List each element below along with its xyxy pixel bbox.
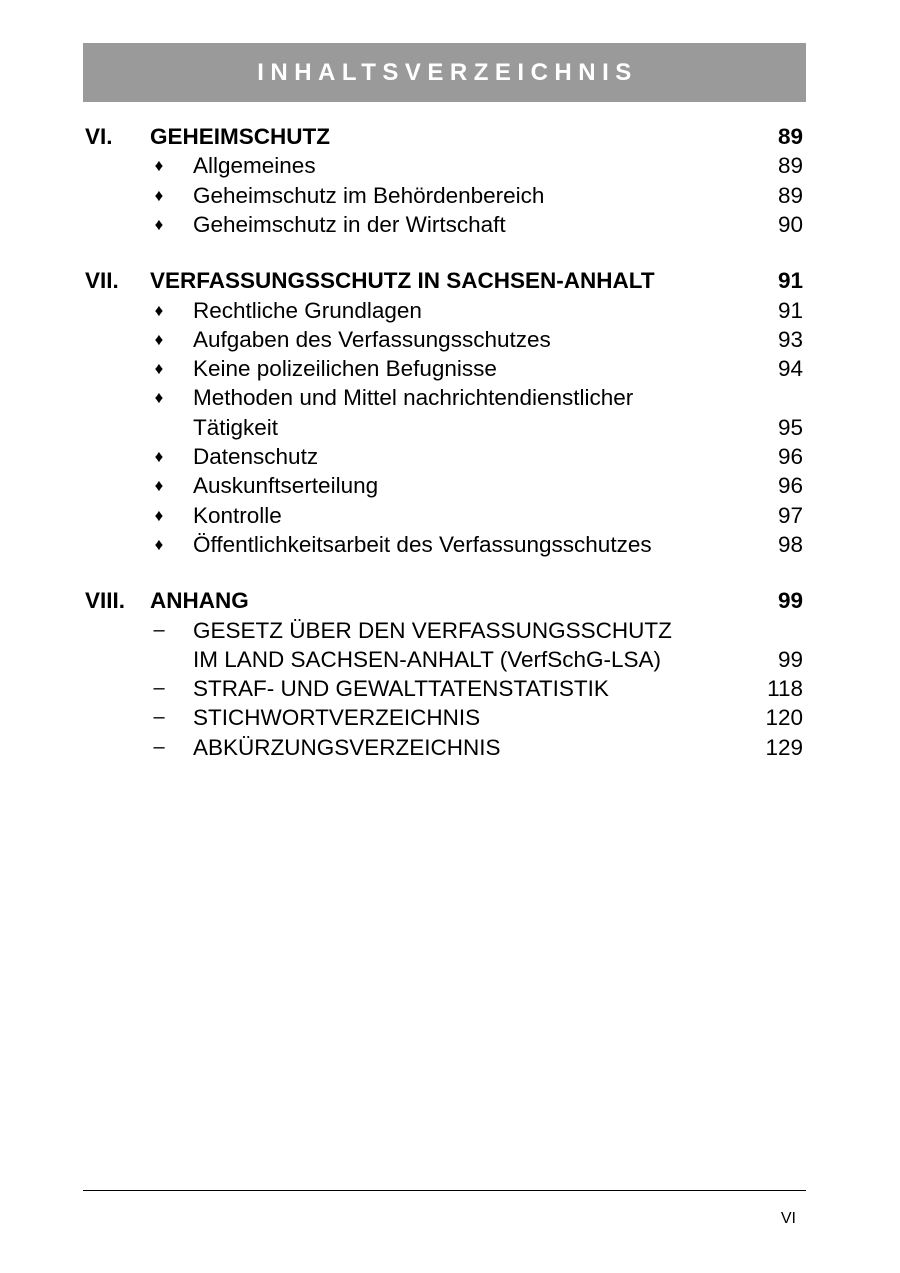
toc-entry-page: 99 — [777, 646, 803, 672]
section-number: VII. — [85, 268, 119, 294]
diamond-bullet-icon: ♦ — [154, 329, 164, 349]
toc-header-bar — [83, 43, 806, 102]
toc-entry — [0, 530, 900, 559]
toc-entry-page: 91 — [777, 297, 803, 323]
toc-entry-page: 97 — [777, 502, 803, 528]
toc-entry-text: ABKÜRZUNGSVERZEICHNIS — [193, 734, 501, 760]
diamond-bullet-icon: ♦ — [154, 534, 164, 554]
diamond-bullet-icon: ♦ — [154, 156, 164, 176]
toc-entry-page: 90 — [777, 211, 803, 237]
toc-entry-text: Öffentlichkeitsarbeit des Verfassungsschutzes — [193, 531, 652, 557]
toc-entry — [0, 413, 900, 442]
toc-entry-page: 120 — [765, 705, 803, 731]
dash-marker-icon: – — [153, 735, 165, 758]
toc-entry — [0, 703, 900, 732]
diamond-bullet-icon: ♦ — [154, 388, 164, 408]
toc-entry-text: STRAF- UND GEWALTTATENSTATISTIK — [193, 676, 609, 702]
section-number: VI. — [85, 124, 113, 149]
diamond-bullet-icon: ♦ — [154, 185, 164, 205]
toc-entry-page: 96 — [777, 473, 803, 499]
toc-entry-page: 118 — [767, 676, 803, 702]
toc-entry-page: 89 — [777, 153, 803, 179]
toc-section-heading — [0, 266, 900, 295]
toc-entry-text: Methoden und Mittel nachrichtendienstlicher — [193, 385, 634, 411]
section-title: VERFASSUNGSSCHUTZ IN SACHSEN-ANHALT — [150, 268, 655, 294]
toc-entry-text: IM LAND SACHSEN-ANHALT (VerfSchG-LSA) — [193, 646, 662, 672]
footer-divider — [83, 1190, 806, 1191]
toc-entry — [0, 354, 900, 383]
dash-marker-icon: – — [153, 677, 165, 700]
toc-entry-text: Geheimschutz im Behördenbereich — [193, 182, 545, 208]
toc-entry-page: 89 — [777, 182, 803, 208]
toc-entry — [0, 733, 900, 762]
toc-entry-text: Datenschutz — [193, 444, 319, 469]
toc-entry-page: 129 — [765, 734, 803, 760]
toc-entry — [0, 151, 900, 180]
toc-entry — [0, 674, 900, 703]
section-page: 99 — [777, 588, 803, 614]
toc-entry — [0, 296, 900, 325]
diamond-bullet-icon: ♦ — [154, 505, 164, 525]
toc-entry-text: STICHWORTVERZEICHNIS — [193, 705, 481, 731]
toc-entry — [0, 645, 900, 674]
toc-entry-text: GESETZ ÜBER DEN VERFASSUNGSSCHUTZ — [193, 617, 672, 643]
toc-entry-text: Keine polizeilichen Befugnisse — [193, 356, 497, 382]
section-title: GEHEIMSCHUTZ — [150, 124, 330, 149]
toc-entry — [0, 471, 900, 500]
toc-entry-text: Kontrolle — [193, 502, 282, 528]
diamond-bullet-icon: ♦ — [154, 214, 164, 234]
toc-title: INHALTSVERZEICHNIS — [257, 58, 638, 86]
diamond-bullet-icon: ♦ — [154, 476, 164, 496]
toc-entry-text: Tätigkeit — [193, 414, 279, 440]
section-page: 91 — [777, 268, 803, 294]
dash-marker-icon: – — [153, 706, 165, 729]
toc-entry-text: Allgemeines — [193, 153, 316, 179]
toc-entry-text: Auskunftserteilung — [193, 473, 379, 499]
section-number: VIII. — [85, 588, 126, 614]
toc-entry — [0, 383, 900, 412]
toc-entry-page: 95 — [777, 414, 803, 440]
section-page: 89 — [777, 124, 803, 149]
toc-entry-page: 98 — [777, 531, 803, 557]
dash-marker-icon: – — [153, 618, 165, 641]
section-title: ANHANG — [150, 588, 249, 614]
toc-entry-page: 96 — [777, 444, 803, 469]
toc-section-heading — [0, 122, 900, 151]
toc-entry — [0, 181, 900, 210]
page-number: VI — [780, 1210, 796, 1227]
toc-entry — [0, 210, 900, 239]
toc-entry — [0, 442, 900, 471]
toc-entry-page: 94 — [777, 356, 803, 382]
toc-entry-text: Aufgaben des Verfassungsschutzes — [193, 326, 551, 352]
toc-entry — [0, 501, 900, 530]
toc-entry-text: Rechtliche Grundlagen — [193, 297, 422, 323]
diamond-bullet-icon: ♦ — [154, 447, 164, 466]
toc-section-heading — [0, 586, 900, 615]
toc-entry-text: Geheimschutz in der Wirtschaft — [193, 211, 506, 237]
toc-entry-page: 93 — [777, 326, 803, 352]
diamond-bullet-icon: ♦ — [154, 359, 164, 379]
toc-entry — [0, 325, 900, 354]
diamond-bullet-icon: ♦ — [154, 300, 164, 320]
toc-entry — [0, 616, 900, 645]
